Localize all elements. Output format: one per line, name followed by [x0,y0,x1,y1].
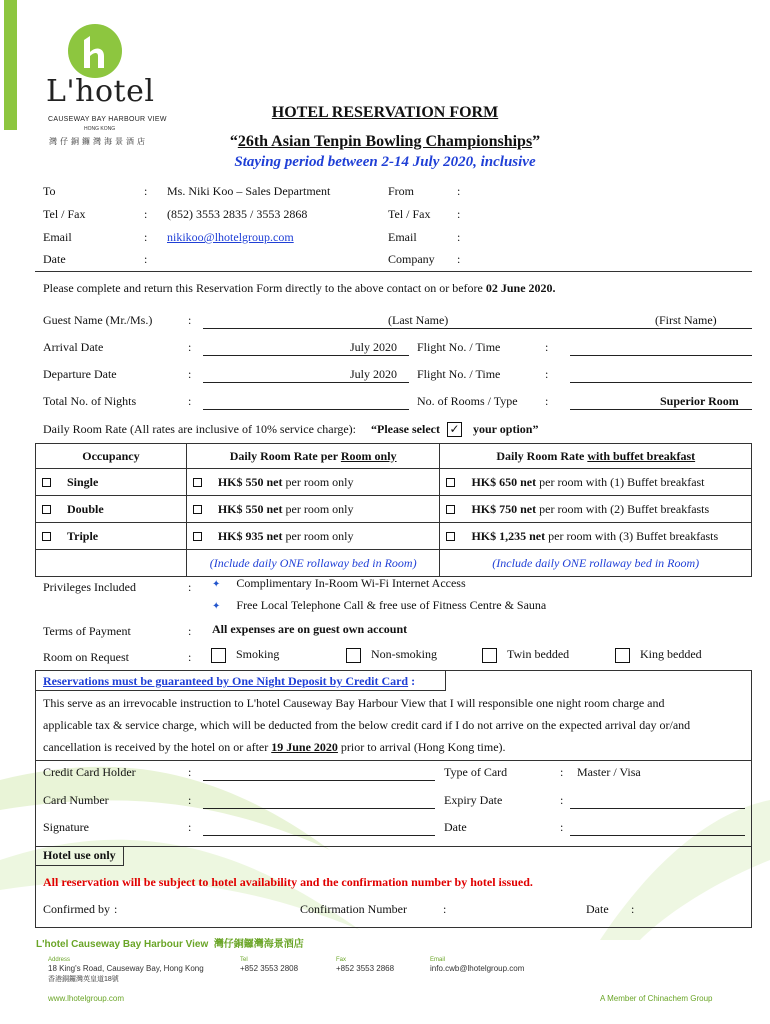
guarantee-text-line: applicable tax & service charge, which will be deducted from the below credit card if I do not arrive on the expected arrival day or/and [43,718,691,732]
guarantee-text-line: cancellation is received by the hotel on or after 19 June 2020 prior to arrival (Hong Kong time). [43,740,506,754]
room-request-label: Room on Request [43,650,129,664]
triple-room-only-checkbox[interactable] [193,532,202,541]
event-name: 26th Asian Tenpin Bowling Championships [237,133,533,150]
occupancy-header: Occupancy [36,444,187,469]
logo-subtitle: CAUSEWAY BAY HARBOUR VIEW [48,116,167,123]
twin-bedded-option[interactable]: Twin bedded [482,647,569,663]
card-holder-label: Credit Card Holder [43,765,136,779]
rates-header-row [36,444,752,469]
double-room-only-checkbox[interactable] [193,505,202,514]
room-type-value: Superior Room [660,394,739,408]
table-row: Single HK$ 550 net per room only HK$ 650 net per room with (1) Buffet breakfast [36,469,752,496]
from-email-label: Email [388,230,417,244]
date-label: Date [43,252,66,266]
last-name-hint: (Last Name) [388,313,449,327]
footer-tel-label: Tel [240,957,248,963]
from-label: From [388,184,415,198]
king-bedded-checkbox[interactable] [615,648,630,663]
single-room-only-checkbox[interactable] [193,478,202,487]
guarantee-text-line: This serve as an irrevocable instruction to L'hotel Causeway Bay Harbour View that I will responsible one night room charge and [43,696,665,710]
staying-period: Staying period between 2-14 July 2020, inclusive [234,154,536,170]
card-holder-field[interactable] [203,780,435,781]
contact-email-link[interactable]: nikikoo@lhotelgroup.com [167,230,294,244]
arrival-date-value: July 2020 [350,340,398,354]
privilege-item: ✦ Complimentary In-Room Wi-Fi Internet Access [212,576,466,590]
departure-date-label: Departure Date [43,367,117,381]
card-type-label: Type of Card [444,765,508,779]
triple-checkbox[interactable] [42,532,51,541]
event-subtitle: “26th Asian Tenpin Bowling Championships” [229,133,541,150]
rate-instruction: Daily Room Rate (All rates are inclusive of 10% service charge): “Please select ✓ your option” [43,422,539,436]
confirmation-number-label: Confirmation Number [300,902,407,916]
rollaway-note: (Include daily ONE rollaway bed in Room) [440,550,752,577]
arrival-date-field[interactable] [203,355,409,356]
rooms-type-field[interactable] [570,409,752,410]
double-breakfast-checkbox[interactable] [446,505,455,514]
table-row: Triple HK$ 935 net per room only HK$ 1,235 net per room with (3) Buffet breakfasts [36,523,752,550]
non-smoking-checkbox[interactable] [346,648,361,663]
footer-address-label: Address [48,957,71,963]
rates-table [35,443,752,577]
confirmed-by-label: Confirmed by [43,902,110,916]
departure-date-value: July 2020 [350,367,398,381]
twin-bedded-checkbox[interactable] [482,648,497,663]
signature-label: Signature [43,820,89,834]
table-row: Double HK$ 550 net per room only HK$ 750 net per room with (2) Buffet breakfasts [36,496,752,523]
to-value: Ms. Niki Koo – Sales Department [167,184,331,198]
logo-city: HONG KONG [84,126,116,132]
departure-date-field[interactable] [203,382,409,383]
smoking-option[interactable]: Smoking [211,647,279,663]
expiry-date-label: Expiry Date [444,793,503,807]
payment-terms-value: All expenses are on guest own account [212,622,408,636]
footer-hotel-name: L'hotel Causeway Bay Harbour View 灣仔銅鑼灣海景酒店 [36,939,304,950]
hotel-use-label: Hotel use only [43,848,116,862]
hotel-use-date-label: Date [586,902,609,916]
from-tel-fax-label: Tel / Fax [388,207,431,221]
card-number-label: Card Number [43,793,109,807]
checkmark-icon: ✓ [447,422,462,437]
instruction-text: Please complete and return this Reservation Form directly to the above contact on or before 02 June 2020. [43,281,556,295]
triple-breakfast-checkbox[interactable] [446,532,455,541]
deadline-date: 02 June 2020. [485,281,556,295]
footer-email[interactable]: info.cwb@lhotelgroup.com [430,964,525,973]
logo-name: L'hotel [46,74,155,109]
arrival-date-label: Arrival Date [43,340,104,354]
nights-label: Total No. of Nights [43,394,137,408]
card-details-box [35,760,752,847]
company-label: Company [388,252,435,266]
footer-email-label: Email [430,957,446,963]
cancellation-date: 19 June 2020 [271,740,338,754]
divider [35,271,752,272]
expiry-date-field[interactable] [570,808,745,809]
bullet-icon: ✦ [212,579,221,590]
double-checkbox[interactable] [42,505,51,514]
privilege-item: ✦ Free Local Telephone Call & free use of Fitness Centre & Sauna [212,598,547,612]
guest-name-field[interactable] [203,328,752,329]
card-type-value: Master / Visa [577,765,641,779]
tel-fax-label: Tel / Fax [43,207,86,221]
departure-flight-label: Flight No. / Time [417,367,501,381]
nights-field[interactable] [203,409,409,410]
arrival-flight-label: Flight No. / Time [417,340,501,354]
breakfast-header: Daily Room Rate with buffet breakfast [440,444,752,469]
footer-member: A Member of Chinachem Group [600,994,713,1003]
footer-website[interactable]: www.lhotelgroup.com [48,994,125,1003]
signature-date-field[interactable] [570,835,745,836]
guest-name-label: Guest Name (Mr./Ms.) [43,313,153,327]
guarantee-heading: Reservations must be guaranteed by One Night Deposit by Credit Card : [43,674,416,688]
footer-fax: +852 3553 2868 [336,964,395,973]
signature-field[interactable] [203,835,435,836]
card-number-field[interactable] [203,808,435,809]
to-label: To [43,184,56,198]
hotel-logo-mark-icon [66,22,124,80]
footer-address: 18 King's Road, Causeway Bay, Hong Kong [48,964,204,973]
arrival-flight-field[interactable] [570,355,752,356]
payment-terms-label: Terms of Payment [43,624,131,638]
room-only-header: Daily Room Rate per Room only [186,444,440,469]
single-checkbox[interactable] [42,478,51,487]
form-title: HOTEL RESERVATION FORM [271,104,499,121]
non-smoking-option[interactable]: Non-smoking [346,647,437,663]
rooms-type-label: No. of Rooms / Type [417,394,518,408]
logo-chinese-name: 灣仔銅鑼灣海景酒店 [49,137,148,146]
table-row [36,550,752,577]
first-name-hint: (First Name) [655,313,717,327]
king-bedded-option[interactable]: King bedded [615,647,702,663]
footer-address-cn: 香港銅鑼灣英皇道18號 [48,976,119,983]
signature-date-label: Date [444,820,467,834]
rollaway-note: (Include daily ONE rollaway bed in Room) [186,550,440,577]
footer-tel: +852 3553 2808 [240,964,299,973]
footer-fax-label: Fax [336,957,347,963]
availability-notice: All reservation will be subject to hotel availability and the confirmation number by hotel issued. [43,875,533,889]
smoking-checkbox[interactable] [211,648,226,663]
bullet-icon: ✦ [212,601,221,612]
email-label: Email [43,230,72,244]
privileges-label: Privileges Included [43,580,136,594]
departure-flight-field[interactable] [570,382,752,383]
tel-fax-value: (852) 3553 2835 / 3553 2868 [167,207,308,221]
single-breakfast-checkbox[interactable] [446,478,455,487]
